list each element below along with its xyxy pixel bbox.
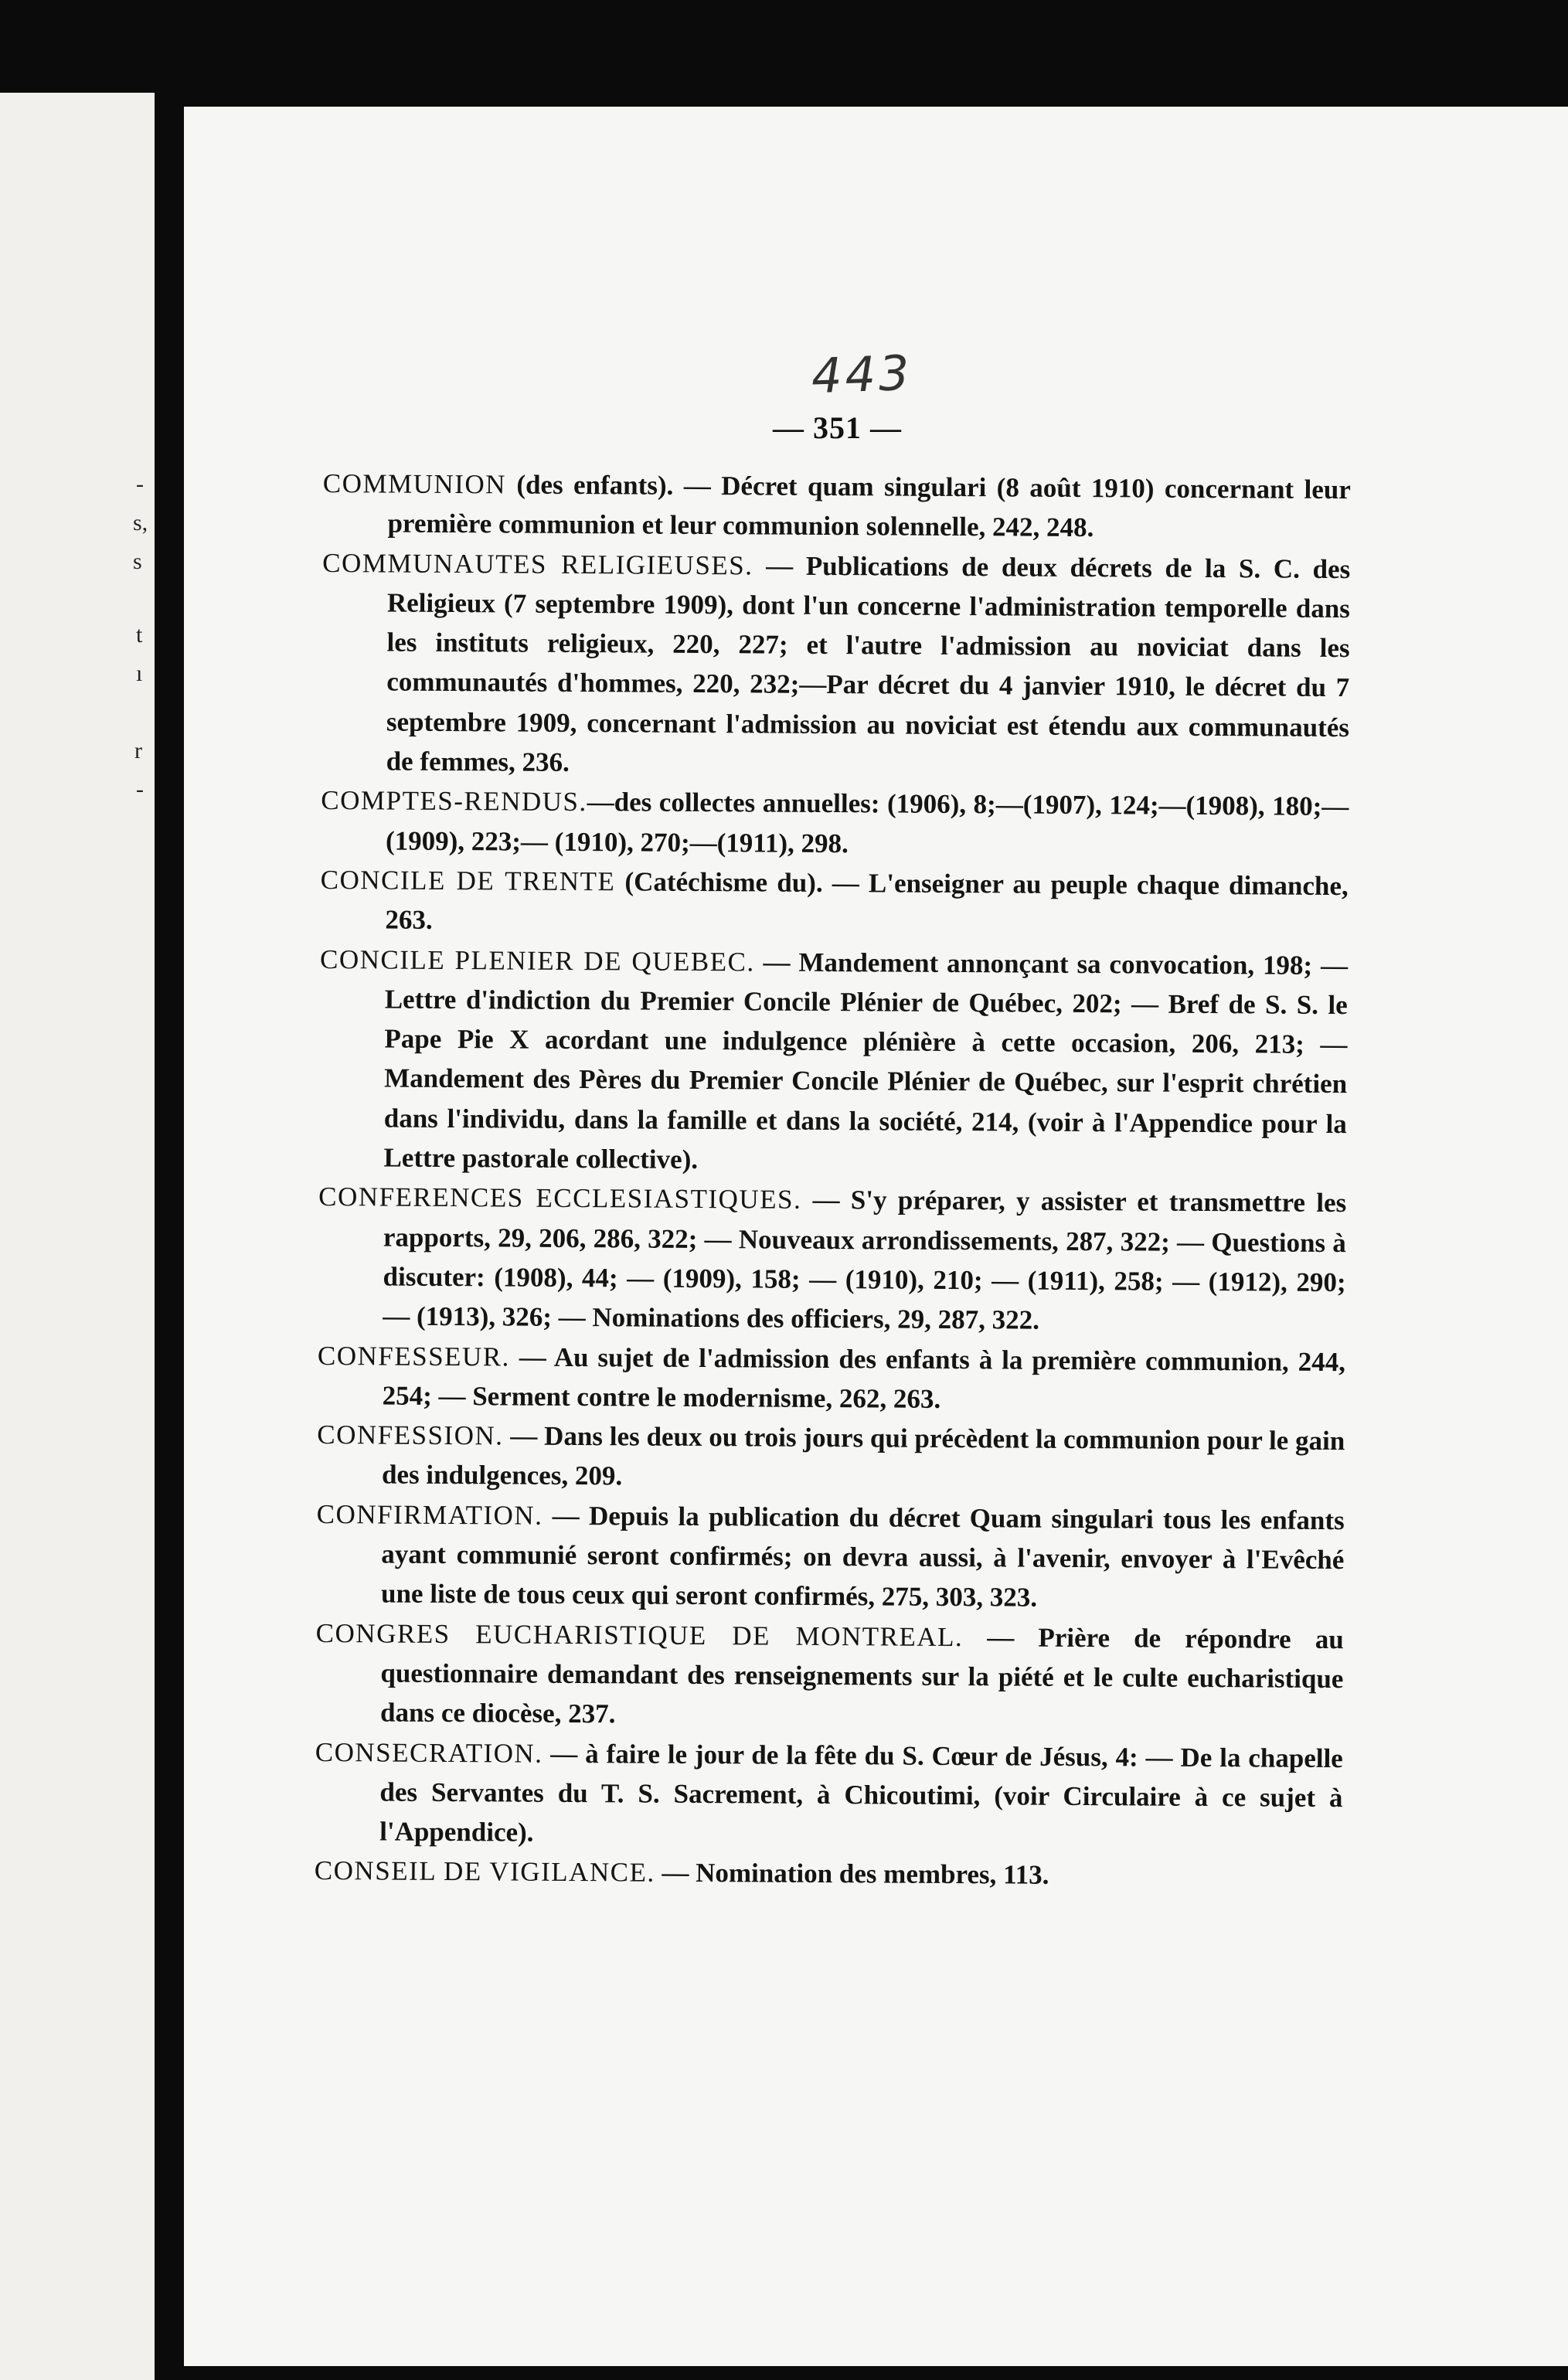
prev-page-glyph: - <box>136 471 144 497</box>
prev-page-glyph: s <box>133 549 142 574</box>
entry-text: — Mandement annonçant sa convocation, 198; — Lettre d'indiction du Premier Concile Plénier de Québec, 202; — Bref de S. S. le Pape Pie X acordant une indulgence plénière à cette occasion, 206, 213; — Mandement des Pères du Premier Concile Plénier de Québec, sur l'esprit chrétien dans l'individu, dans la famille et dans la société, 214, (voir à l'Appendice pour la Lettre pastorale collective). <box>383 946 1349 1175</box>
entry-heading: CONFESSION. <box>317 1420 504 1451</box>
handwritten-page-number: 443 <box>810 344 913 405</box>
index-entry <box>321 780 1349 866</box>
entry-text: — Depuis la publication du décret Quam singulari tous les enfants ayant communié seront confirmés; on devra aussi, à l'avenir, envoyer à l'Evêché une liste de tous ceux qui seront confirmés, 275, 303, 323. <box>380 1500 1345 1613</box>
entry-heading: COMPTES-RENDUS. <box>321 785 587 818</box>
index-entry <box>321 543 1350 787</box>
entry-heading: CONFERENCES ECCLESIASTIQUES. <box>318 1182 802 1216</box>
entry-heading: CONGRES EUCHARISTIQUE DE MONTREAL. <box>315 1617 964 1652</box>
prev-page-glyph: t <box>136 622 143 648</box>
entry-heading: COMMUNION <box>322 468 507 500</box>
printed-page-number: — 351 — <box>773 410 902 445</box>
index-entry <box>322 464 1351 549</box>
entry-heading: CONSEIL DE VIGILANCE. <box>314 1855 655 1889</box>
index-entry <box>320 860 1349 946</box>
index-entry <box>318 940 1348 1184</box>
entry-text: (Catéchisme du). — L'enseigner au peuple chaque dimanche, 263. <box>385 866 1349 936</box>
index-entry <box>317 1336 1345 1422</box>
index-entry <box>317 1415 1345 1501</box>
prev-page-glyph: - <box>136 777 144 802</box>
entry-text: — Prière de répondre au questionnaire demandant des renseignements sur la piété et le culte eucharistique dans ce diocèse, 237. <box>380 1621 1344 1729</box>
entry-text: — Publications de deux décrets de la S. C. des Religieux (7 septembre 1909), dont l'un concerne l'administration temporelle dans les instituts religieux, 220, 227; et l'autre l'admission au noviciat dans les communautés d'hommes, 220, 232;—Par décret du 4 janvier 1910, le décret du 7 septembre 1909, concernant l'admission au noviciat est étendu aux communautés de femmes, 236. <box>386 549 1351 778</box>
prev-page-glyph: ı <box>136 661 143 686</box>
prev-page-glyph: s, <box>133 510 148 536</box>
index-entry <box>315 1613 1344 1739</box>
entry-heading: COMMUNAUTES RELIGIEUSES. <box>322 547 753 580</box>
entry-text: — S'y préparer, y assister et transmettre les rapports, 29, 206, 286, 322; — Nouveaux arrondissements, 287, 322; — Questions à discuter: (1908), 44; — (1909), 158; — (1910), 210; — (1911), 258; — (1912), 290; — (1913), 326; — Nominations des officiers, 29, 287, 322. <box>383 1185 1347 1335</box>
entry-heading: CONSECRATION. <box>315 1736 543 1769</box>
index-entry <box>315 1851 1342 1896</box>
entry-heading: CONCILE PLENIER DE QUEBEC. <box>319 944 755 977</box>
previous-page-edge <box>0 93 155 2380</box>
prev-page-glyph: r <box>134 738 142 763</box>
index-entry <box>315 1732 1343 1857</box>
entry-text: — à faire le jour de la fête du S. Cœur de Jésus, 4: — De la chapelle des Servantes du T. S. Sacrement, à Chicoutimi, (voir Circulaire à ce sujet à l'Appendice). <box>379 1738 1343 1848</box>
entry-text: — Nomination des membres, 113. <box>655 1858 1049 1891</box>
index-entries <box>315 464 1351 1897</box>
entry-text: — Dans les deux ou trois jours qui précèdent la communion pour le gain des indulgences, 209. <box>381 1420 1345 1491</box>
index-entry <box>318 1177 1346 1341</box>
entry-text: (des enfants). — Décret quam singulari (8 août 1910) concernant leur première communion et leur communion solennelle, 242, 248. <box>387 469 1351 543</box>
entry-heading: CONFIRMATION. <box>316 1498 543 1531</box>
entry-text: —des collectes annuelles: (1906), 8;—(1907), 124;—(1908), 180;—(1909), 223;— (1910), 270;—(1911), 298. <box>385 787 1349 858</box>
entry-heading: CONCILE DE TRENTE <box>320 864 616 897</box>
entry-heading: CONFESSEUR. <box>317 1340 510 1372</box>
entry-text: — Au sujet de l'admission des enfants à la première communion, 244, 254; — Serment contre le modernisme, 262, 263. <box>382 1341 1346 1414</box>
index-entry <box>316 1494 1345 1620</box>
